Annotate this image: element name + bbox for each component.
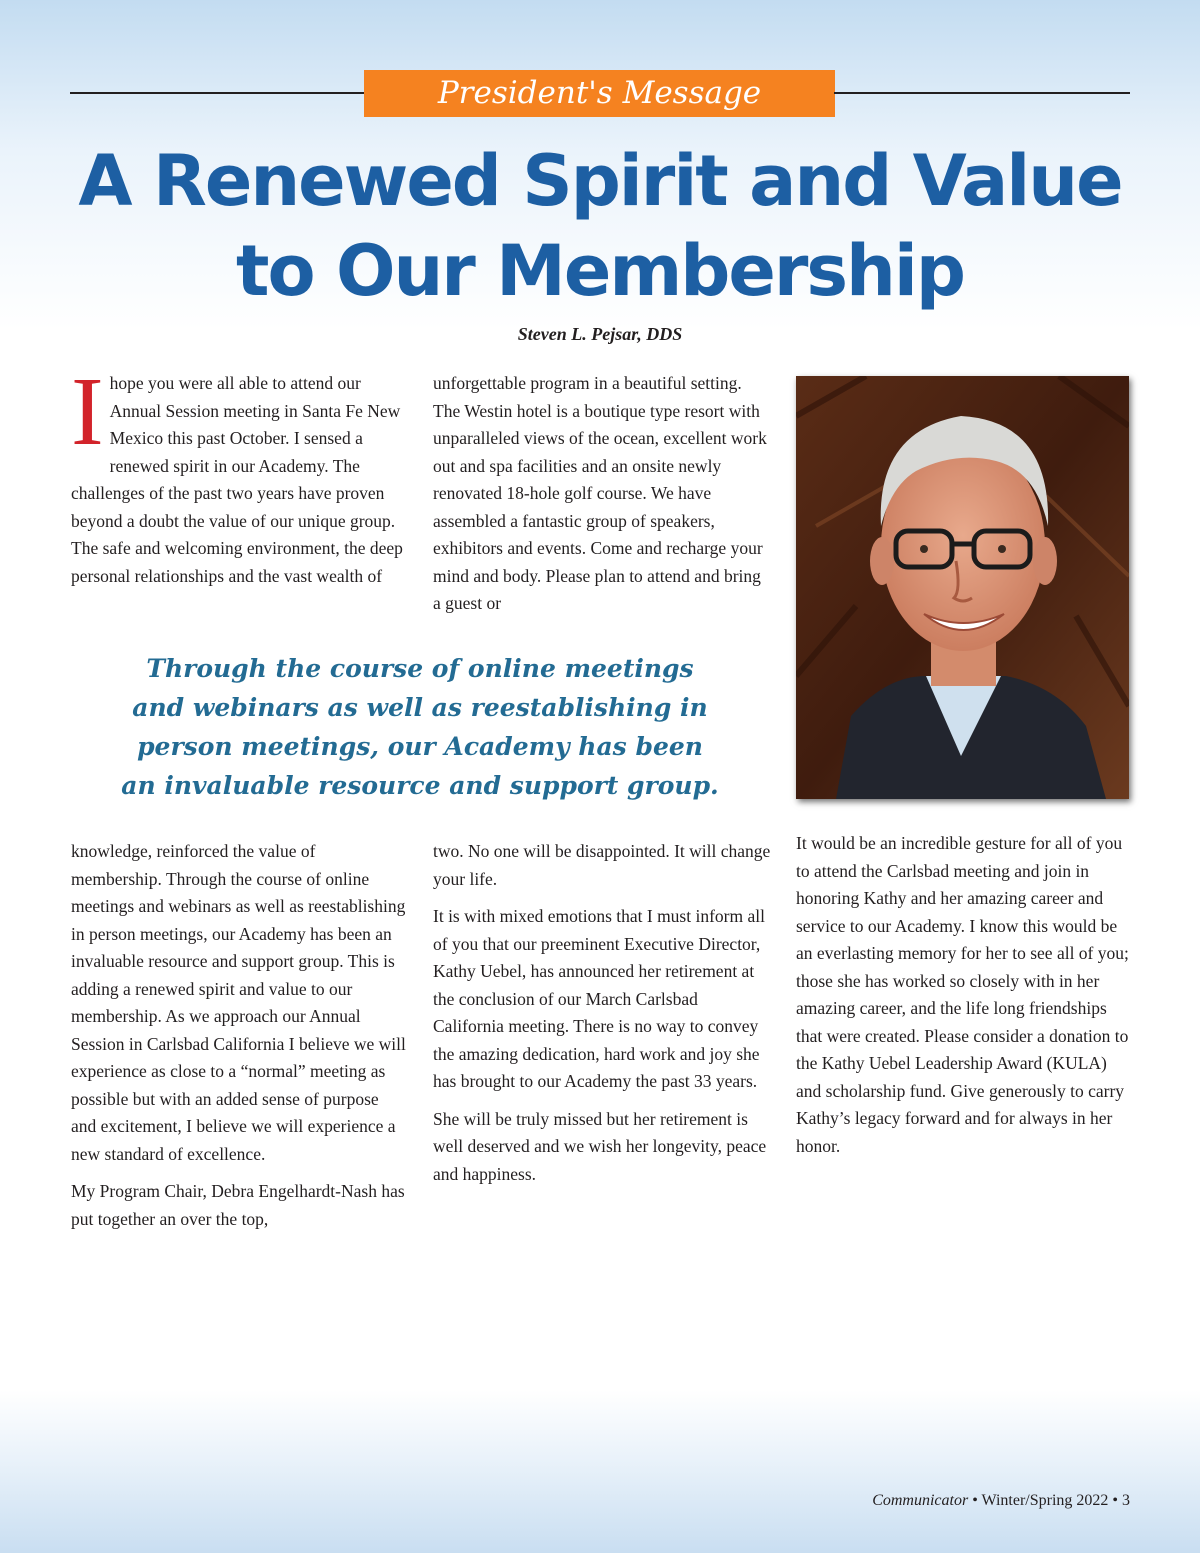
paragraph: knowledge, reinforced the value of membership. Through the course of online meetings and webinars as well as reestablishing in person meetings, our Academy has been an invaluable resource and support group. This is adding a renewed spirit and value to our membership. As we approach our Annual Session in Carlsbad California I believe we will experience as close to a “normal” meeting as possible but with an added sense of purpose and excitement, I believe we will experience a new standard of excellence. [71,841,406,1164]
paragraph: It would be an incredible gesture for all of you to attend the Carlsbad meeting and join in honoring Kathy and her amazing career and service to our Academy. I know this would be an everlasting memory for her to see all of you; those she has worked so closely with in her amazing career, and the life long friendships that were created. Please consider a donation to the Kathy Uebel Leadership Award (KULA) and scholarship fund. Give generously to carry Kathy’s legacy forward and for always in her honor. [796,833,1129,1156]
article-column-3 [796,830,1130,1170]
byline: Steven L. Pejsar, DDS [517,324,683,344]
drop-cap: I [71,358,104,466]
page-footer [872,1492,1130,1510]
header-rule-left [70,92,365,94]
article-column-1-top [71,358,407,600]
header-rule-right [834,92,1130,94]
article-column-1-bottom [71,838,407,1243]
headline: A Renewed Spirit and Value to Our Membership [78,140,1122,312]
article-column-2-bottom [433,838,773,1198]
issue-and-page: • Winter/Spring 2022 • 3 [968,1492,1130,1509]
paragraph: She will be truly missed but her retirement is well deserved and we wish her longevity, peace and happiness. [433,1108,767,1184]
paragraph: My Program Chair, Debra Engelhardt-Nash has put together an over the top, [71,1181,405,1229]
pull-quote: Through the course of online meetings and webinars as well as reestablishing in person meetings, our Academy has been an invaluable resource and support group. [121,654,719,800]
magazine-name: Communicator [872,1492,969,1509]
author-photo [796,376,1129,799]
section-label: President's Message [364,70,835,117]
paragraph: two. No one will be disappointed. It will change your life. [433,841,771,889]
intro-paragraph: hope you were all able to attend our Annual Session meeting in Santa Fe New Mexico this past October. I sensed a renewed spirit in our Academy. The challenges of the past two years have proven beyond a doubt the value of our unique group. The safe and welcoming environment, the deep personal relationships and the vast wealth of [71,373,403,586]
paragraph: unforgettable program in a beautiful setting. The Westin hotel is a boutique type resort with unparalleled views of the ocean, excellent work out and spa facilities and an onsite newly renovated 18-hole golf course. We have assembled a fantastic group of speakers, exhibitors and events. Come and recharge your mind and body. Please plan to attend and bring a guest or [433,373,767,613]
article-column-2-top [433,370,773,628]
paragraph: It is with mixed emotions that I must inform all of you that our preeminent Executive Director, Kathy Uebel, has announced her retirement at the conclusion of our March Carlsbad California meeting. There is no way to convey the amazing dedication, hard work and joy she has brought to our Academy the past 33 years. [433,906,765,1091]
